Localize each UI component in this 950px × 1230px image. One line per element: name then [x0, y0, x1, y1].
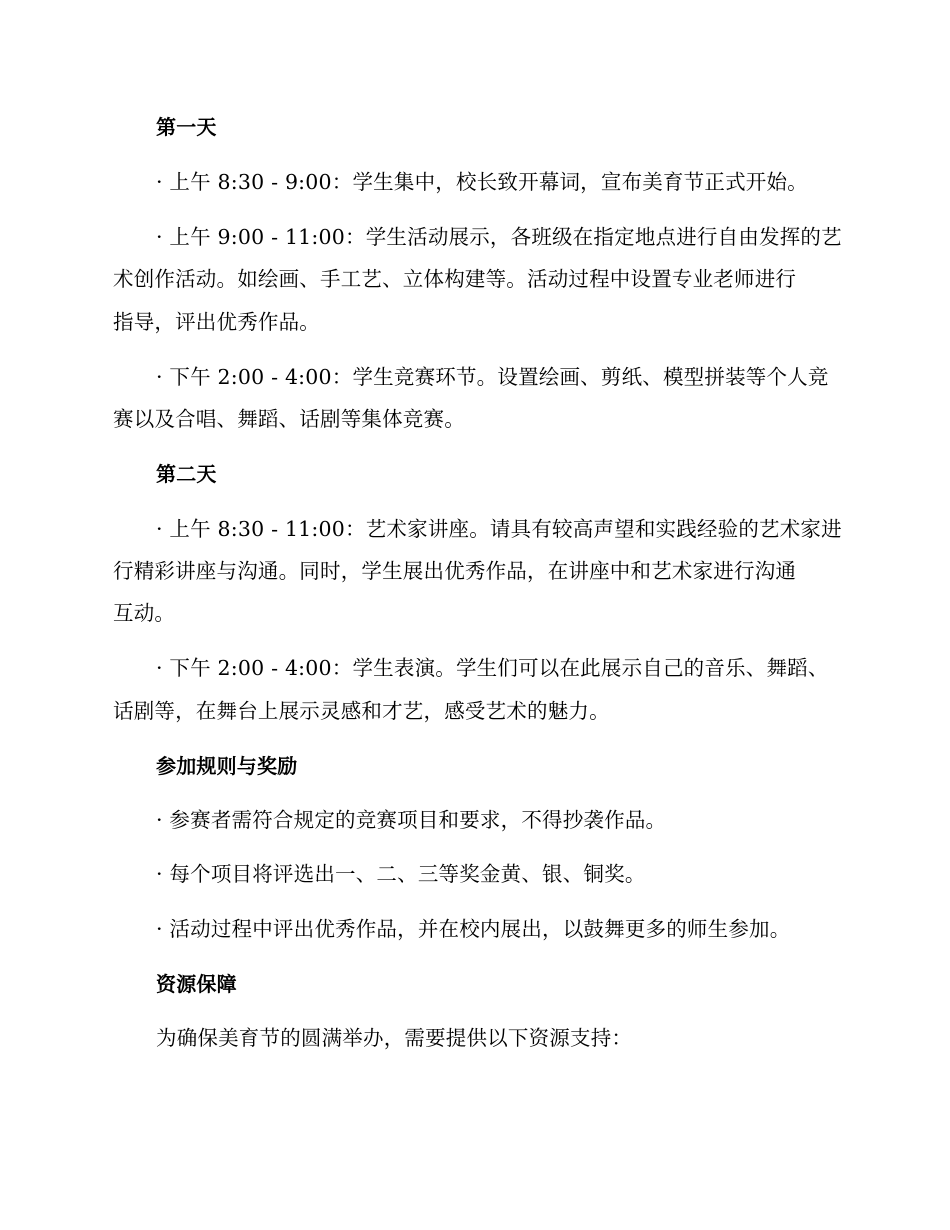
paragraph-line: · 每个项目将评选出一、二、三等奖金黄、银、铜奖。	[156, 862, 646, 886]
paragraph-line: · 参赛者需符合规定的竞赛项目和要求，不得抄袭作品。	[156, 808, 667, 832]
paragraph-line: · 上午 8:30 - 9:00：学生集中，校长致开幕词，宣布美育节正式开始。	[156, 170, 808, 194]
paragraph-line: · 下午 2:00 - 4:00：学生表演。学生们可以在此展示自己的音乐、舞蹈、	[156, 656, 829, 680]
paragraph-line: 术创作活动。如绘画、手工艺、立体构建等。活动过程中设置专业老师进行	[113, 267, 797, 291]
section-heading-resources: 资源保障	[156, 972, 237, 996]
section-heading-day-two: 第二天	[156, 462, 217, 486]
section-heading-day-one: 第一天	[156, 115, 217, 139]
paragraph-line: 互动。	[113, 601, 176, 625]
paragraph-line: 指导，评出优秀作品。	[113, 310, 320, 334]
paragraph-line: · 活动过程中评出优秀作品，并在校内展出，以鼓舞更多的师生参加。	[156, 917, 791, 941]
paragraph-line: 话剧等，在舞台上展示灵感和才艺，感受艺术的魅力。	[113, 699, 610, 723]
paragraph-line: · 下午 2:00 - 4:00：学生竞赛环节。设置绘画、剪纸、模型拼装等个人竞	[156, 365, 829, 389]
paragraph-line: · 上午 9:00 - 11:00：学生活动展示，各班级在指定地点进行自由发挥的艺	[156, 225, 842, 249]
section-heading-rules: 参加规则与奖励	[156, 754, 298, 778]
paragraph-line: 行精彩讲座与沟通。同时，学生展出优秀作品，在讲座中和艺术家进行沟通	[113, 559, 797, 583]
paragraph-line: · 上午 8:30 - 11:00：艺术家讲座。请具有较高声望和实践经验的艺术家进	[156, 517, 842, 541]
paragraph-line: 为确保美育节的圆满举办，需要提供以下资源支持：	[156, 1026, 633, 1050]
paragraph-line: 赛以及合唱、舞蹈、话剧等集体竞赛。	[113, 407, 465, 431]
